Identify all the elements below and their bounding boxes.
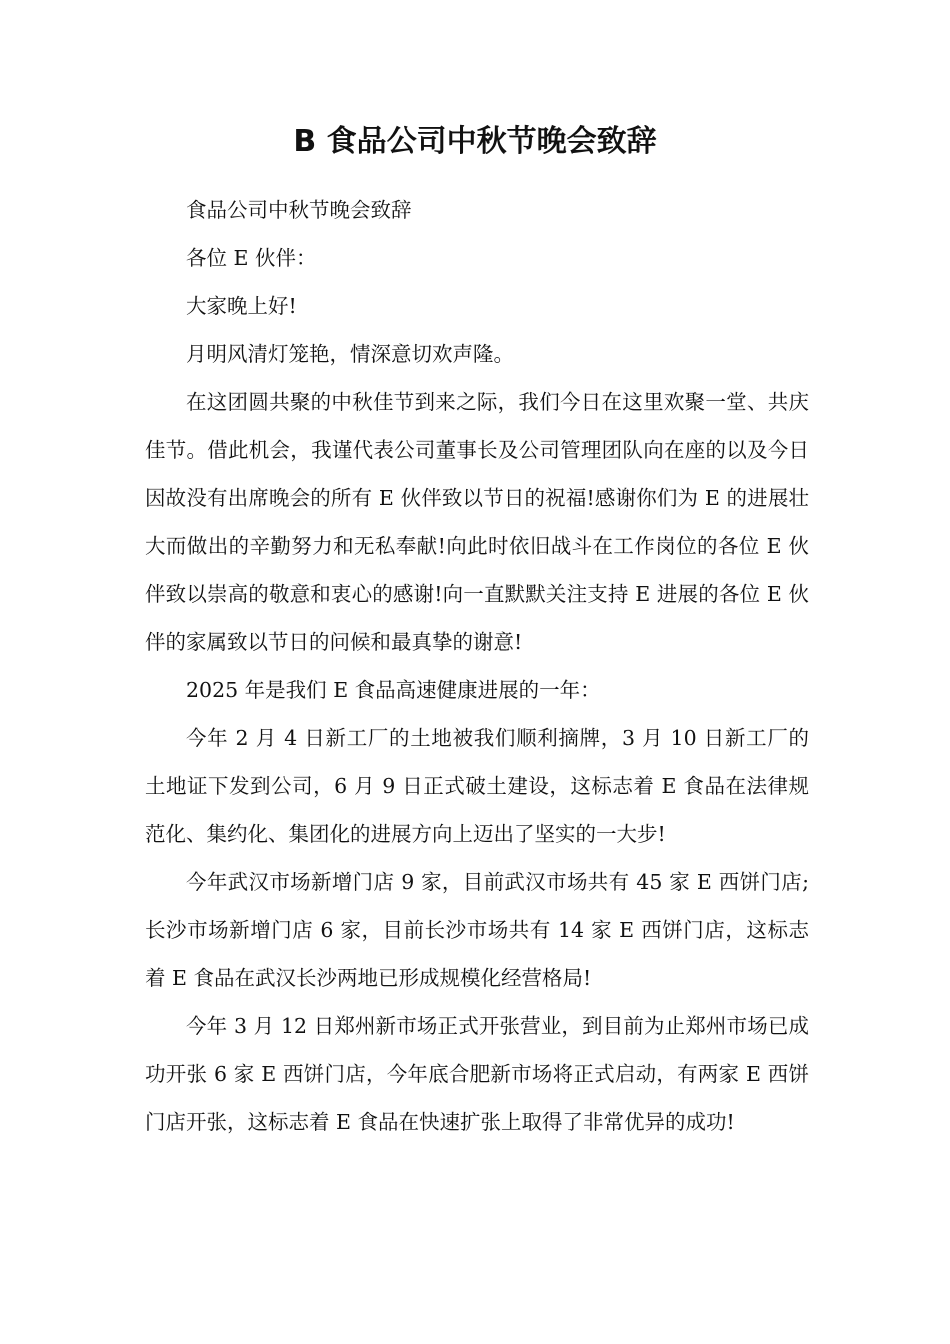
paragraph-subtitle: 食品公司中秋节晚会致辞 [186,198,412,222]
paragraph-salutation: 各位 E 伙伴： [186,246,317,270]
paragraph-store-growth: 今年武汉市场新增门店 9 家，目前武汉市场共有 45 家 E 西饼门店;长沙市场新增门店 6 家，目前长沙市场共有 14 家 E 西饼门店，这标志着 E 食品在武汉长沙两地已形成规模化经营格局! [145,870,809,990]
paragraph-new-markets: 今年 3 月 12 日郑州新市场正式开张营业，到目前为止郑州市场已成功开张 6 家 E 西饼门店，今年底合肥新市场将正式启动，有两家 E 西饼门店开张，这标志着 E 食品在快速扩张上取得了非常优异的成功! [145,1014,809,1134]
paragraph-year-intro: 2025 年是我们 E 食品高速健康进展的一年： [186,678,601,702]
document-title: B 食品公司中秋节晚会致辞 [293,124,657,159]
paragraph-new-factory: 今年 2 月 4 日新工厂的土地被我们顺利摘牌，3 月 10 日新工厂的土地证下发到公司，6 月 9 日正式破土建设，这标志着 E 食品在法律规范化、集约化、集团化的进展方向上迈出了坚实的一大步! [145,726,809,846]
paragraph-greeting: 大家晚上好! [186,294,297,318]
paragraph-blessing: 在这团圆共聚的中秋佳节到来之际，我们今日在这里欢聚一堂、共庆佳节。借此机会，我谨代表公司董事长及公司管理团队向在座的以及今日因故没有出席晚会的所有 E 伙伴致以节日的祝福!感谢你们为 E 的进展壮大而做出的辛勤努力和无私奉献!向此时依旧战斗在工作岗位的各位 E 伙伴致以崇高的敬意和衷心的感谢!向一直默默关注支持 E 进展的各位 E 伙伴的家属致以节日的问候和最真挚的谢意! [145,390,809,654]
document-body [145,186,809,1146]
paragraph-verse: 月明风清灯笼艳，情深意切欢声隆。 [186,342,514,366]
